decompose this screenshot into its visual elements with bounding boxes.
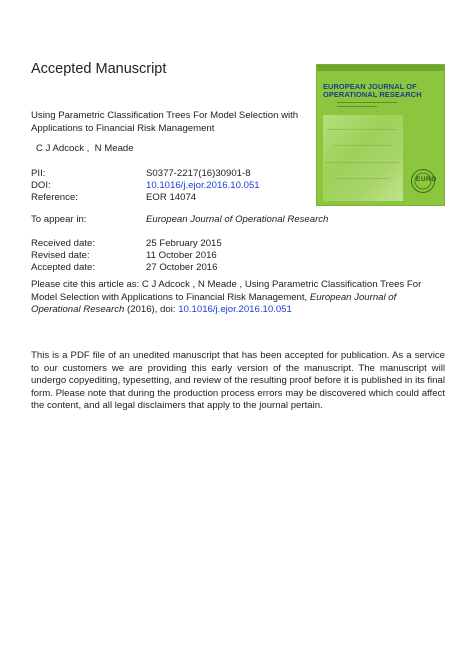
accepted-label: Accepted date: bbox=[31, 262, 96, 273]
citation-paragraph bbox=[31, 279, 446, 317]
reference-value: EOR 14074 bbox=[146, 192, 197, 203]
cover-title bbox=[323, 83, 445, 99]
revised-label: Revised date: bbox=[31, 250, 90, 261]
cover-art-band bbox=[327, 129, 397, 130]
citation-doi-link[interactable]: 10.1016/j.ejor.2016.10.051 bbox=[178, 304, 292, 315]
citation-journal: European Journal of Operational Research bbox=[31, 291, 397, 315]
pii-value: S0377-2217(16)30901-8 bbox=[146, 168, 251, 179]
pii-label: PII: bbox=[31, 168, 46, 179]
manuscript-heading: Accepted Manuscript bbox=[31, 61, 167, 77]
euro-logo-text: EURO bbox=[416, 176, 437, 183]
cover-rule bbox=[337, 106, 377, 107]
cover-top-bar bbox=[317, 65, 444, 71]
reference-label: Reference: bbox=[31, 192, 78, 203]
citation-prefix: Please cite this article as: C J Adcock , N Meade , Using Parametric Classification Trees For Model Selection with Applications to Financial Risk Management, bbox=[31, 279, 422, 303]
cover-art-band bbox=[335, 178, 390, 179]
cover-rule bbox=[337, 102, 397, 103]
cover-title-line-1: EUROPEAN JOURNAL OF bbox=[323, 82, 417, 91]
appear-in-journal: European Journal of Operational Research bbox=[146, 214, 329, 225]
citation-suffix: (2016), doi: bbox=[124, 304, 179, 315]
cover-title-line-2: OPERATIONAL RESEARCH bbox=[323, 90, 422, 100]
disclaimer-paragraph: This is a PDF file of an unedited manuscript that has been accepted for publication. As a service to our customers we are providing this early version of the manuscript. The manuscript will undergo copyediting, typesetting, and review of the resulting proof before it is published in its final form. Please note that during the production process errors may be discovered which could affect the content, and all legal disclaimers that apply to the journal pertain. bbox=[31, 350, 445, 411]
cover-artwork bbox=[323, 115, 403, 201]
article-authors: C J Adcock , N Meade bbox=[36, 143, 134, 154]
accepted-value: 27 October 2016 bbox=[146, 262, 218, 273]
cover-art-band bbox=[325, 162, 399, 163]
received-label: Received date: bbox=[31, 238, 95, 249]
revised-value: 11 October 2016 bbox=[146, 250, 217, 261]
journal-cover bbox=[316, 64, 445, 206]
doi-label: DOI: bbox=[31, 180, 51, 191]
received-value: 25 February 2015 bbox=[146, 238, 222, 249]
article-title: Using Parametric Classification Trees For Model Selection with Applications to Financial Risk Management bbox=[31, 110, 299, 134]
cover-art-band bbox=[333, 145, 393, 146]
doi-link[interactable]: 10.1016/j.ejor.2016.10.051 bbox=[146, 180, 260, 191]
appear-in-label: To appear in: bbox=[31, 214, 87, 225]
